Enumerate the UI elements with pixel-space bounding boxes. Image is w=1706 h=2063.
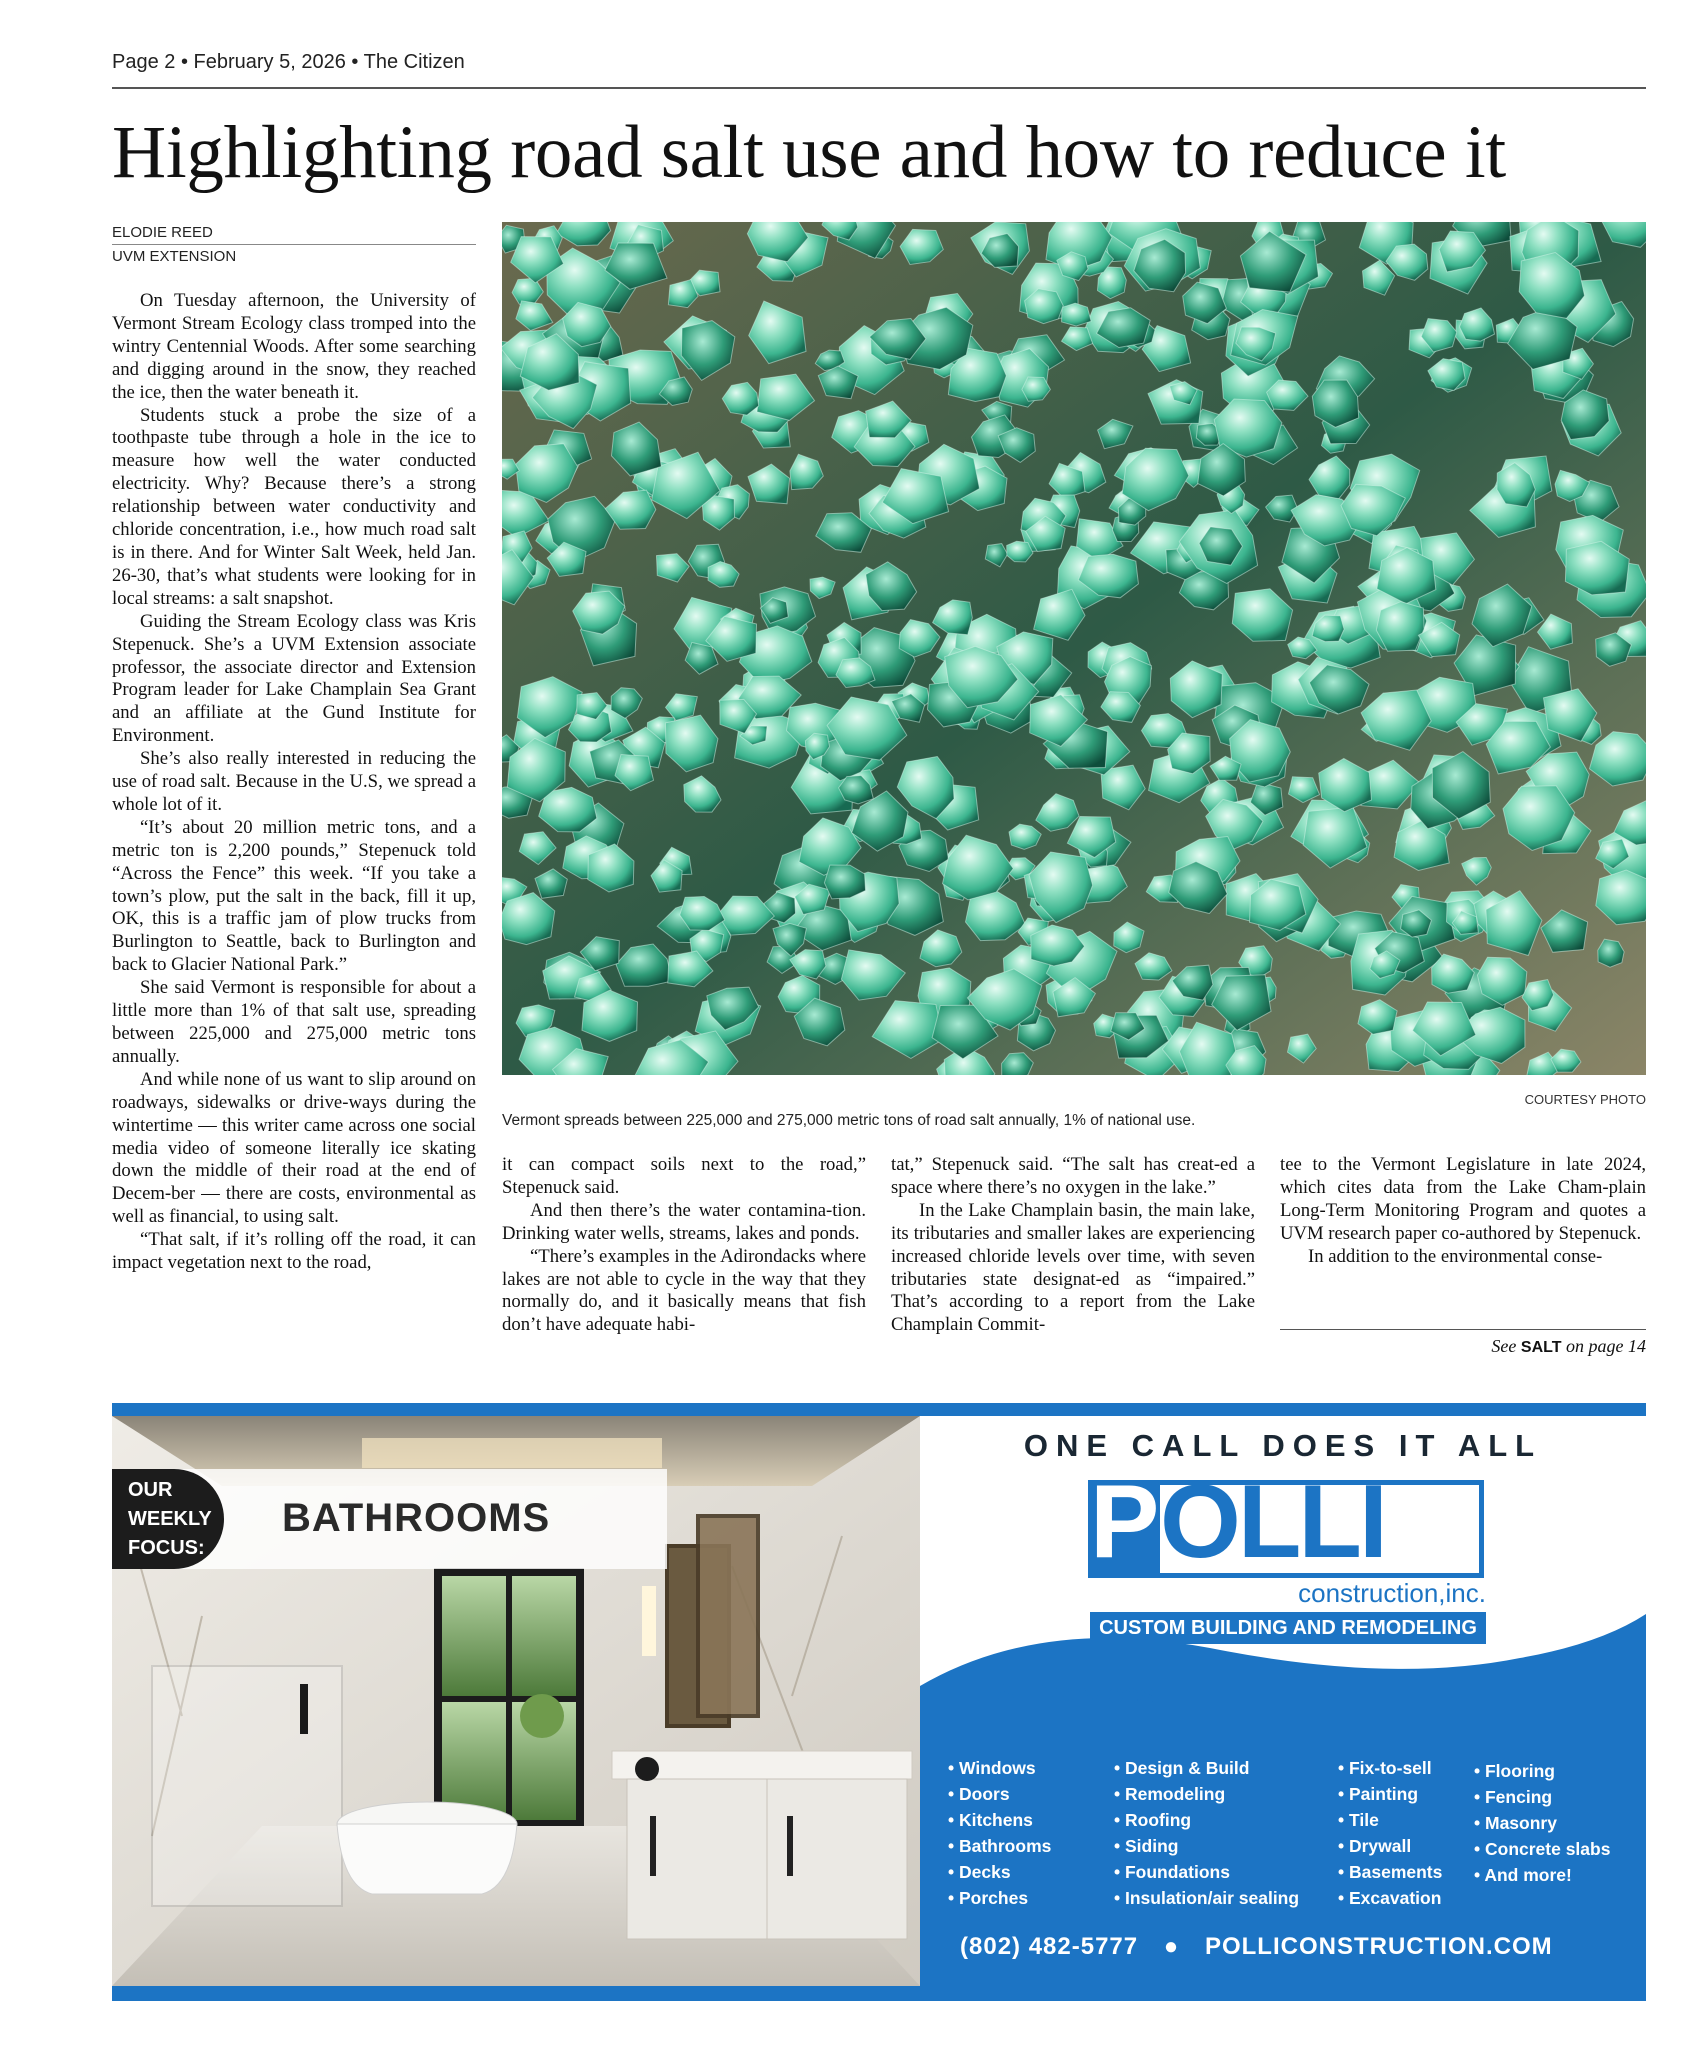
service-item: • Design & Build (1114, 1758, 1250, 1778)
focus-line: OUR (128, 1479, 173, 1501)
paragraph: On Tuesday afternoon, the University of Vermont Stream Ecology class tromped into the wintry Centennial Woods. After some searching and digging around in the snow, they reached the ice, then the water beneath it. (112, 290, 476, 403)
service-item: • Siding (1114, 1836, 1179, 1856)
page-folio (112, 51, 465, 74)
services-title: All Services (996, 1678, 1155, 1709)
article-column-1 (112, 290, 476, 1275)
website-link[interactable]: POLLICONSTRUCTION.COM (1204, 1933, 1553, 1960)
service-item: • Doors (948, 1784, 1010, 1804)
photo-credit: COURTESY PHOTO (1524, 1092, 1646, 1107)
service-item: • Concrete slabs (1474, 1839, 1611, 1859)
paragraph: She said Vermont is responsible for about a little more than 1% of that salt use, spreading between 225,000 and 275,000 metric tons annually. (112, 977, 476, 1067)
article-column-2 (502, 1154, 866, 1337)
byline (112, 221, 476, 268)
service-item: • Insulation/air sealing (1114, 1888, 1300, 1908)
paragraph: it can compact soils next to the road,” Stepenuck said. (502, 1154, 866, 1198)
polli-logo-sub: construction,inc. (1298, 1578, 1486, 1608)
jump-rule (1280, 1329, 1646, 1330)
service-item: • Windows (948, 1758, 1036, 1778)
focus-line: WEEKLY (128, 1508, 212, 1530)
salt-crystals-photo (502, 222, 1646, 1075)
logo-letter-p: P (1090, 1464, 1157, 1580)
phone-number[interactable]: (802) 482-5777 (960, 1933, 1139, 1960)
article-headline: Highlighting road salt use and how to reduce it (112, 111, 1506, 194)
service-item: • Porches (948, 1888, 1029, 1908)
paragraph: She’s also really interested in reducing the use of road salt. Because in the U.S, we spread a whole lot of it. (112, 748, 476, 815)
paragraph: “There’s examples in the Adirondacks where lakes are not able to cycle in the way that they normally do, and it basically means that fish don’t have adequate habi- (502, 1245, 866, 1336)
focus-line: FOCUS: (128, 1537, 205, 1559)
jump-slug: SALT (1520, 1339, 1562, 1356)
salt-crystal (1062, 303, 1092, 326)
service-item: • Excavation (1338, 1888, 1442, 1908)
salt-crystal (1376, 602, 1424, 652)
article-column-4 (1280, 1154, 1646, 1269)
photo-caption: Vermont spreads between 225,000 and 275,000 metric tons of road salt annually, 1% of national use. (502, 1112, 1196, 1129)
salt-crystals-image (502, 222, 1646, 1075)
service-item: • Fix-to-sell (1338, 1758, 1432, 1778)
header-rule (112, 87, 1646, 89)
paragraph: In addition to the environmental conse- (1308, 1245, 1603, 1267)
service-item: • Painting (1338, 1784, 1419, 1804)
service-item: • Remodeling (1114, 1784, 1226, 1804)
paragraph: And then there’s the water contamina-tion. Drinking water wells, streams, lakes and ponds. (502, 1199, 866, 1244)
paragraph: Students stuck a probe the size of a toothpaste tube through a hole in the ice to measure how well the water conducted electricity. Why? Because there’s a strong relationship between water conductivity and chloride concentration, i.e., how much road salt is in there. And for Winter Salt Week, held Jan. 26-30, that’s what students were looking for in local streams: a salt snapshot. (112, 404, 476, 609)
logo-name: OLLI (1160, 1464, 1385, 1580)
paragraph: tee to the Vermont Legislature in late 2024, which cites data from the Lake Cham-plain Long-Term Monitoring Program and quotes a UVM research paper co-authored by Stepenuck. (1280, 1154, 1646, 1244)
focus-topic: BATHROOMS (282, 1496, 551, 1540)
byline-author: ELODIE REED (112, 224, 213, 241)
ad-tagline: ONE CALL DOES IT ALL (1023, 1428, 1543, 1463)
page-number: Page 2 (112, 51, 176, 73)
paragraph: In the Lake Champlain basin, the main lake, its tributaries and smaller lakes are experiencing increased chloride levels over time, with seven tributaries state designat-ed as “impaired.” That’s according to a report from the Lake Champlain Commit- (891, 1199, 1255, 1336)
folio-bullet: • (351, 51, 364, 73)
byline-org: UVM EXTENSION (112, 248, 237, 265)
services-column (1338, 1755, 1442, 1911)
ad-polli-panel (920, 1416, 1646, 1986)
service-item: • Masonry (1474, 1813, 1557, 1833)
service-item: • Bathrooms (948, 1836, 1052, 1856)
weekly-focus-badge (112, 1469, 224, 1569)
services-column (1474, 1758, 1610, 1888)
paragraph: “It’s about 20 million metric tons, and a metric ton is 2,200 pounds,” Stepenuck told “Across the Fence” this week. “If you take a town’s plow, put the salt in the back, fill it up, OK, this is a traffic jam of plow trucks from Burlington to Seattle, back to Burlington and back to Glacier National Park.” (112, 816, 476, 976)
polli-logo-wordmark (1090, 1462, 1385, 1582)
issue-date: February 5, 2026 (193, 51, 346, 73)
service-item: • Decks (948, 1862, 1011, 1882)
paper-name: The Citizen (363, 51, 465, 73)
service-item: • And more! (1474, 1865, 1572, 1885)
folio-bullet: • (180, 51, 194, 73)
paragraph: And while none of us want to slip around on roadways, sidewalks or drive-ways during the wintertime — this writer came across one social media video of someone literally ice skating down the middle of their road at the end of Decem-ber — there are costs, environmental as well as financial, to using salt. (112, 1068, 476, 1228)
paragraph: Guiding the Stream Ecology class was Kris Stepenuck. She’s a UVM Extension associate professor, the associate director and Extension Program leader for Lake Champlain Sea Grant and an affiliate at the Gund Institute for Environment. (112, 610, 476, 747)
jump-line[interactable] (1280, 1336, 1646, 1357)
jump-see: See (1491, 1336, 1517, 1356)
services-column (1114, 1755, 1299, 1911)
service-item: • Flooring (1474, 1761, 1555, 1781)
paragraph: tat,” Stepenuck said. “The salt has creat-ed a space where there’s no oxygen in the lake.” (891, 1154, 1255, 1198)
ad-bathroom-panel (112, 1416, 920, 1986)
jump-page: on page 14 (1566, 1336, 1646, 1356)
service-item: • Kitchens (948, 1810, 1033, 1830)
contact-bullet: ● (1163, 1933, 1180, 1960)
service-item: • Tile (1338, 1810, 1379, 1830)
paragraph: “That salt, if it’s rolling off the road, it can impact vegetation next to the road, (112, 1229, 476, 1274)
service-item: • Foundations (1114, 1862, 1230, 1882)
article-column-3 (891, 1154, 1255, 1337)
ad-contact-line (960, 1933, 1630, 1961)
custom-building-banner: CUSTOM BUILDING AND REMODELING (1090, 1612, 1486, 1644)
services-column (948, 1755, 1051, 1911)
service-item: • Fencing (1474, 1787, 1553, 1807)
service-item: • Drywall (1338, 1836, 1412, 1856)
service-item: • Roofing (1114, 1810, 1192, 1830)
service-item: • Basements (1338, 1862, 1443, 1882)
